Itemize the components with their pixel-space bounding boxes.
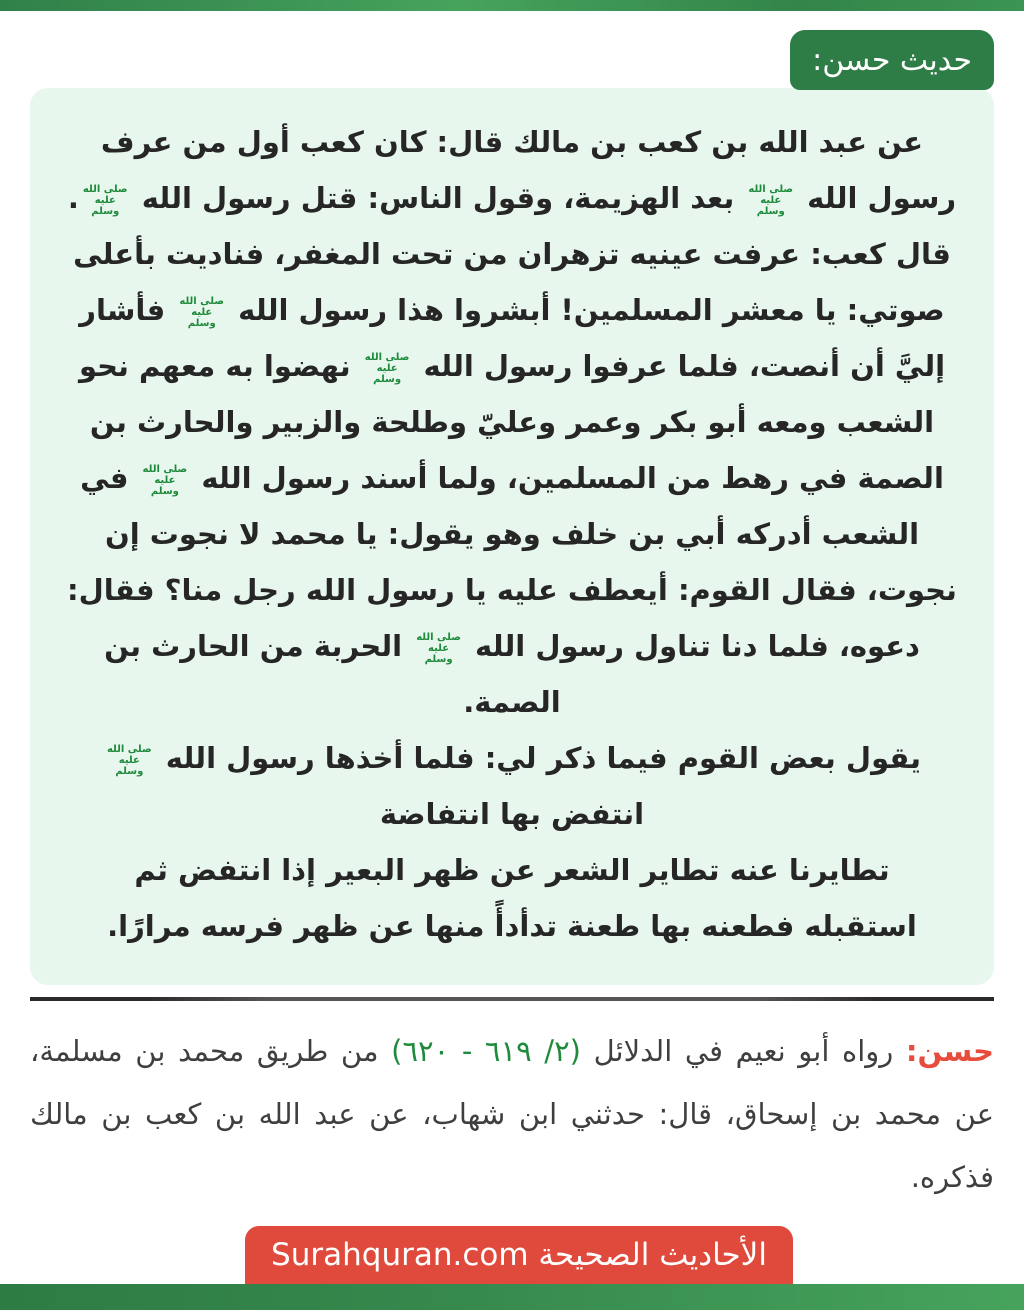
hadith-line: دعوه، فلما دنا تناول رسول الله صلى الله عليه وسلم الحربة من الحارث بن bbox=[104, 629, 920, 665]
hadith-line: تطايرنا عنه تطاير الشعر عن ظهر البعير إذا انتفض ثم bbox=[134, 853, 890, 887]
saw-ligature-icon: صلى الله عليه وسلم bbox=[142, 463, 188, 497]
hadith-grade-badge bbox=[790, 30, 994, 90]
hadith-line: عن عبد الله بن كعب بن مالك قال: كان كعب أول من عرف bbox=[100, 125, 924, 159]
hadith-grade-badge-label: حديث حسن: bbox=[812, 42, 972, 78]
hadith-line: انتفض بها انتفاضة bbox=[379, 797, 645, 831]
hadith-line: الصمة. bbox=[463, 685, 561, 719]
hadith-line: الشعب أدركه أبي بن خلف وهو يقول: يا محمد لا نجوت إن bbox=[104, 517, 920, 551]
section-divider bbox=[30, 997, 994, 1001]
bottom-green-bar bbox=[0, 1284, 1024, 1310]
saw-ligature-icon: صلى الله عليه وسلم bbox=[106, 743, 152, 777]
attribution-paragraph bbox=[30, 1020, 994, 1209]
saw-ligature-icon: صلى الله عليه وسلم bbox=[364, 351, 410, 385]
attribution-text: من طريق محمد بن مسلمة، عن محمد بن إسحاق، قال: حدثني ابن شهاب، عن عبد الله بن كعب بن مالك فذكره. bbox=[30, 1034, 994, 1194]
hadith-line: يقول بعض القوم فيما ذكر لي: فلما أخذها رسول الله صلى الله عليه وسلم bbox=[106, 741, 922, 777]
hadith-line: صوتي: يا معشر المسلمين! أبشروا هذا رسول الله صلى الله عليه وسلم فأشار bbox=[79, 293, 945, 329]
top-green-bar bbox=[0, 0, 1024, 11]
saw-ligature-icon: صلى الله عليه وسلم bbox=[748, 183, 794, 217]
hadith-line: الصمة في رهط من المسلمين، ولما أسند رسول الله صلى الله عليه وسلم في bbox=[80, 461, 944, 497]
site-link-label: الأحاديث الصحيحة Surahquran.com bbox=[271, 1237, 767, 1273]
site-link-button[interactable] bbox=[245, 1226, 793, 1284]
hadith-line: استقبله فطعنه بها طعنة تدأدأً منها عن ظهر فرسه مرارًا. bbox=[107, 909, 917, 943]
saw-ligature-icon: صلى الله عليه وسلم bbox=[416, 631, 461, 665]
attribution-text: رواه أبو نعيم في الدلائل bbox=[580, 1034, 906, 1068]
hadith-line: رسول الله صلى الله عليه وسلم بعد الهزيمة، وقول الناس: قتل رسول الله صلى الله عليه وسلم . bbox=[67, 181, 957, 217]
hadith-line: قال كعب: عرفت عينيه تزهران من تحت المغفر، فناديت بأعلى bbox=[73, 237, 951, 271]
attribution-grade: حسن: bbox=[905, 1034, 995, 1068]
hadith-line: نجوت، فقال القوم: أيعطف عليه يا رسول الله رجل منا؟ فقال: bbox=[67, 573, 957, 607]
hadith-line: إليَّ أن أنصت، فلما عرفوا رسول الله صلى الله عليه وسلم نهضوا به معهم نحو bbox=[78, 349, 946, 385]
saw-ligature-icon: صلى الله عليه وسلم bbox=[82, 183, 128, 217]
hadith-line: الشعب ومعه أبو بكر وعمر وعليّ وطلحة والزبير والحارث بن bbox=[89, 405, 935, 439]
attribution-reference: (٢/ ٦١٩ - ٦٢٠) bbox=[391, 1034, 581, 1068]
saw-ligature-icon: صلى الله عليه وسلم bbox=[179, 295, 225, 329]
hadith-text-card bbox=[30, 88, 994, 985]
